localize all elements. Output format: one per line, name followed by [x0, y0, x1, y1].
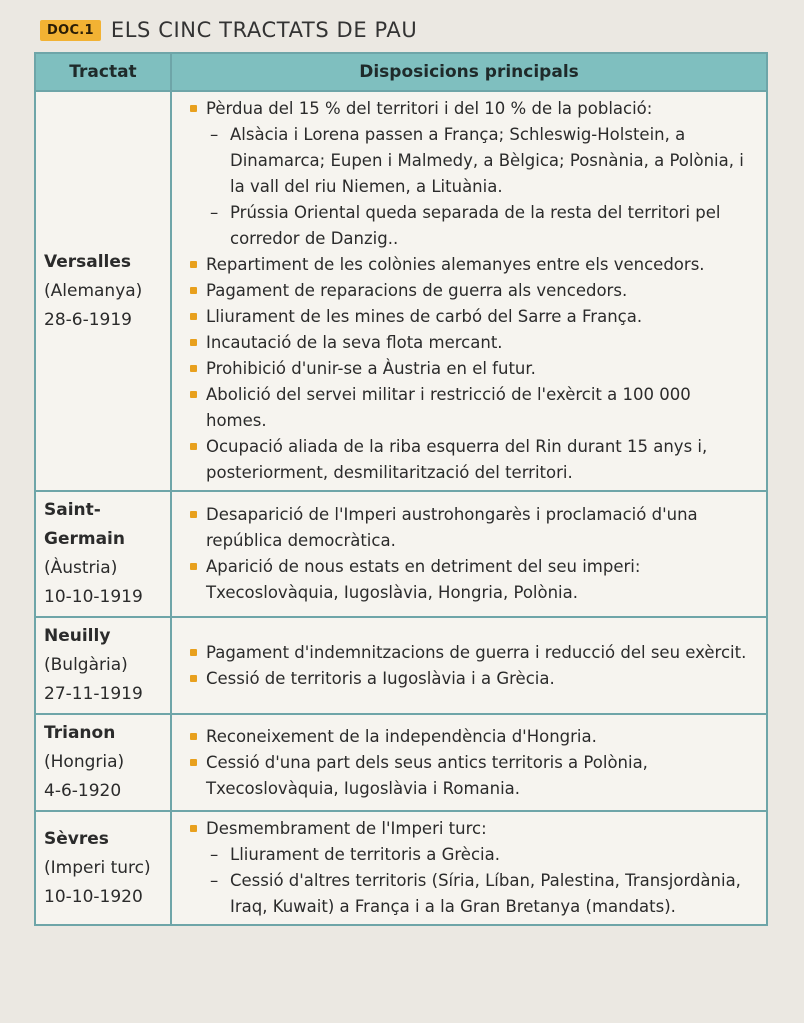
treaty-name: Versalles [44, 251, 132, 272]
treaty-cell [35, 714, 171, 811]
treaties-table [34, 52, 768, 926]
provision-item [188, 640, 756, 666]
provision-item [188, 96, 756, 252]
provision-text: Lliurament de les mines de carbó del Sarre a França. [206, 307, 643, 326]
provision-text: Aparició de nous estats en detriment del seu imperi: Txecoslovàquia, Iugoslàvia, Hongria, Polònia. [206, 557, 641, 602]
provision-text: Cessió d'una part dels seus antics territoris a Polònia, Txecoslovàquia, Iugoslàvia i Romania. [206, 752, 648, 798]
provision-text: Repartiment de les colònies alemanyes entre els vencedors. [206, 255, 705, 274]
provision-item [188, 278, 756, 304]
treaty-country: (Alemanya) [44, 280, 143, 301]
provisions-cell [171, 617, 767, 714]
provision-item [188, 304, 756, 330]
provision-item [188, 252, 756, 278]
provisions-cell [171, 714, 767, 811]
table-header-row [35, 53, 767, 91]
table-row [35, 811, 767, 925]
provision-text: Reconeixement de la independència d'Hongria. [206, 726, 597, 746]
treaty-date: 10-10-1919 [44, 587, 143, 607]
provision-text: Ocupació aliada de la riba esquerra del Rin durant 15 anys i, posteriorment, desmilitarització del territori. [206, 437, 708, 482]
provision-item [188, 502, 756, 554]
table-row [35, 91, 767, 491]
provisions-list [188, 816, 756, 920]
provision-text: Pagament d'indemnitzacions de guerra i reducció del seu exèrcit. [206, 642, 747, 662]
sub-provision-item: – Prússia Oriental queda separada de la resta del territori pel corredor de Danzig.. [206, 200, 756, 252]
provision-item [188, 724, 756, 750]
provision-text: Pèrdua del 15 % del territori i del 10 % de la població: [206, 99, 653, 118]
doc-badge: DOC.1 [40, 20, 101, 41]
provision-text: Desaparició de l'Imperi austrohongarès i proclamació d'una república democràtica. [206, 505, 698, 550]
treaty-name: Neuilly [44, 626, 111, 646]
treaty-date: 4-6-1920 [44, 781, 122, 801]
provision-text: Cessió de territoris a Iugoslàvia i a Grècia. [206, 668, 555, 688]
column-header-provisions: Disposicions principals [171, 53, 767, 91]
provisions-list [188, 96, 756, 486]
sub-provision-item: – Lliurament de territoris a Grècia. [206, 842, 756, 868]
treaty-country: (Imperi turc) [44, 857, 151, 878]
treaty-name: Sèvres [44, 828, 109, 849]
provision-text: Incautació de la seva flota mercant. [206, 333, 503, 352]
provision-item [188, 666, 756, 692]
treaty-cell [35, 91, 171, 491]
table-row [35, 617, 767, 714]
treaty-cell [35, 811, 171, 925]
provision-item [188, 554, 756, 606]
provision-text: Pagament de reparacions de guerra als vencedors. [206, 281, 628, 300]
provisions-list [188, 724, 756, 802]
table-body [35, 91, 767, 925]
document-header [40, 18, 417, 42]
provision-item [188, 750, 756, 802]
provision-item [188, 382, 756, 434]
treaty-country: (Àustria) [44, 558, 118, 578]
provisions-cell [171, 91, 767, 491]
sub-provision-item: – Alsàcia i Lorena passen a França; Schleswig-Holstein, a Dinamarca; Eupen i Malmedy, a Bèlgica; Posnània, a Polònia, i la vall del riu Niemen, a Lituània. [206, 122, 756, 200]
provision-item [188, 356, 756, 382]
treaty-name: Saint-Germain [44, 500, 125, 549]
provision-item [188, 434, 756, 486]
treaty-country: (Hongria) [44, 752, 125, 772]
sub-provision-item: – Cessió d'altres territoris (Síria, Líban, Palestina, Transjordània, Iraq, Kuwait) a França i a la Gran Bretanya (mandats). [206, 868, 756, 920]
treaty-country: (Bulgària) [44, 655, 128, 675]
sub-provisions-list [206, 122, 756, 252]
treaty-cell [35, 491, 171, 617]
treaty-cell [35, 617, 171, 714]
provision-item [188, 330, 756, 356]
table-row [35, 714, 767, 811]
provision-text: Abolició del servei militar i restricció de l'exèrcit a 100 000 homes. [206, 385, 691, 430]
provision-item [188, 816, 756, 920]
provisions-list [188, 640, 756, 692]
sub-provisions-list [206, 842, 756, 920]
document-title: ELS CINC TRACTATS DE PAU [110, 18, 418, 42]
provisions-cell [171, 491, 767, 617]
provision-text: Prohibició d'unir-se a Àustria en el futur. [206, 359, 536, 378]
column-header-treaty: Tractat [35, 53, 171, 91]
provision-text: Desmembrament de l'Imperi turc: [206, 819, 487, 838]
treaty-date: 28-6-1919 [44, 309, 132, 330]
provisions-list [188, 502, 756, 606]
provisions-cell [171, 811, 767, 925]
treaty-date: 10-10-1920 [44, 886, 143, 907]
treaty-name: Trianon [44, 723, 116, 743]
table-row [35, 491, 767, 617]
treaty-date: 27-11-1919 [44, 684, 143, 704]
